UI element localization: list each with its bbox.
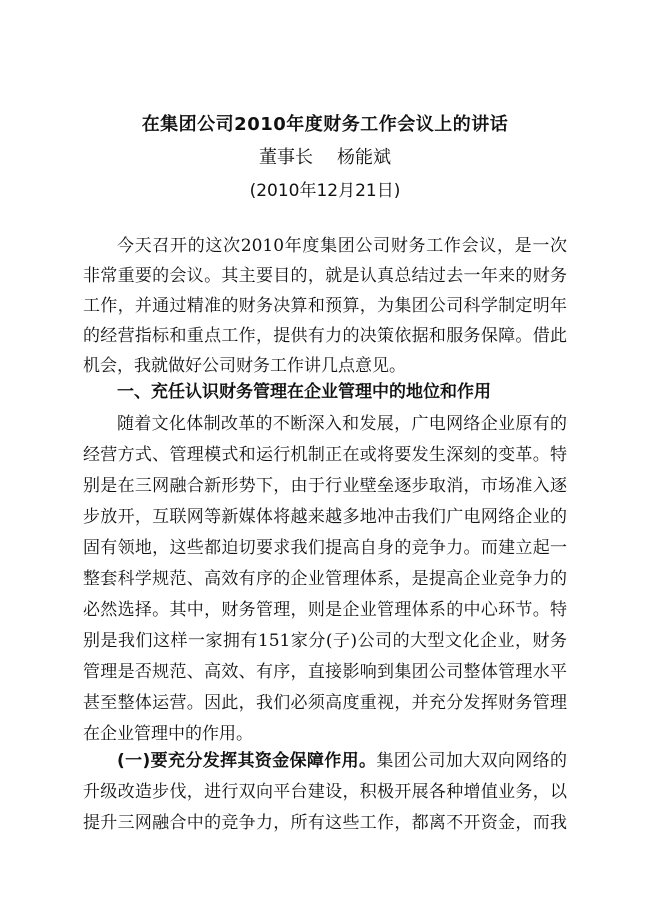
author-line <box>0 145 650 171</box>
paragraph-line: 别是在三网融合新形势下，由于行业壁垒逐步取消，市场准入逐 <box>83 476 567 496</box>
document-title: 在集团公司2010年度财务工作会议上的讲话 <box>141 114 509 135</box>
subsection-first-line <box>117 749 567 773</box>
paragraph-line: 整套科学规范、高效有序的企业管理体系，是提高企业竞争力的 <box>83 569 567 589</box>
paragraph-line: 随着文化体制改革的不断深入和发展，广电网络企业原有的 <box>117 414 567 434</box>
author-role: 董事长 <box>259 147 313 168</box>
section-heading: 一、充任认识财务管理在企业管理中的地位和作用 <box>117 382 491 402</box>
paragraph-line: 在企业管理中的作用。 <box>83 724 253 744</box>
paragraph-line: 固有领地，这些都迫切要求我们提高自身的竞争力。而建立起一 <box>83 538 567 558</box>
author-name: 杨能斌 <box>337 147 391 168</box>
paragraph-line: 机会，我就做好公司财务工作讲几点意见。 <box>83 356 406 376</box>
document-date: (2010年12月21日) <box>249 181 401 201</box>
paragraph-line: 必然选择。其中，财务管理，则是企业管理体系的中心环节。特 <box>83 600 567 620</box>
paragraph-line: 工作，并通过精准的财务决算和预算，为集团公司科学制定明年 <box>83 296 567 316</box>
paragraph-line: 今天召开的这次2010年度集团公司财务工作会议，是一次 <box>117 236 567 256</box>
paragraph-line: 步放开，互联网等新媒体将越来越多地冲击我们广电网络企业的 <box>83 507 567 527</box>
paragraph-line: 非常重要的会议。其主要目的，就是认真总结过去一年来的财务 <box>83 266 567 286</box>
subsection-text: 集团公司加大双向网络的 <box>376 751 567 771</box>
paragraph-line: 甚至整体运营。因此，我们必须高度重视，并充分发挥财务管理 <box>83 693 567 713</box>
paragraph-line: 的经营指标和重点工作，提供有力的决策依据和服务保障。借此 <box>83 326 567 346</box>
paragraph-line: 管理是否规范、高效、有序，直接影响到集团公司整体管理水平 <box>83 662 567 682</box>
paragraph-line: 提升三网融合中的竞争力，所有这些工作，都离不开资金，而我 <box>83 813 567 833</box>
paragraph-line: 经营方式、管理模式和运行机制正在或将要发生深刻的变革。特 <box>83 445 567 465</box>
paragraph-line: 别是我们这样一家拥有151家分(子)公司的大型文化企业，财务 <box>83 631 567 651</box>
subsection-heading: (一)要充分发挥其资金保障作用。 <box>117 751 377 771</box>
paragraph-line: 升级改造步伐，进行双向平台建设，积极开展各种增值业务，以 <box>83 782 567 802</box>
